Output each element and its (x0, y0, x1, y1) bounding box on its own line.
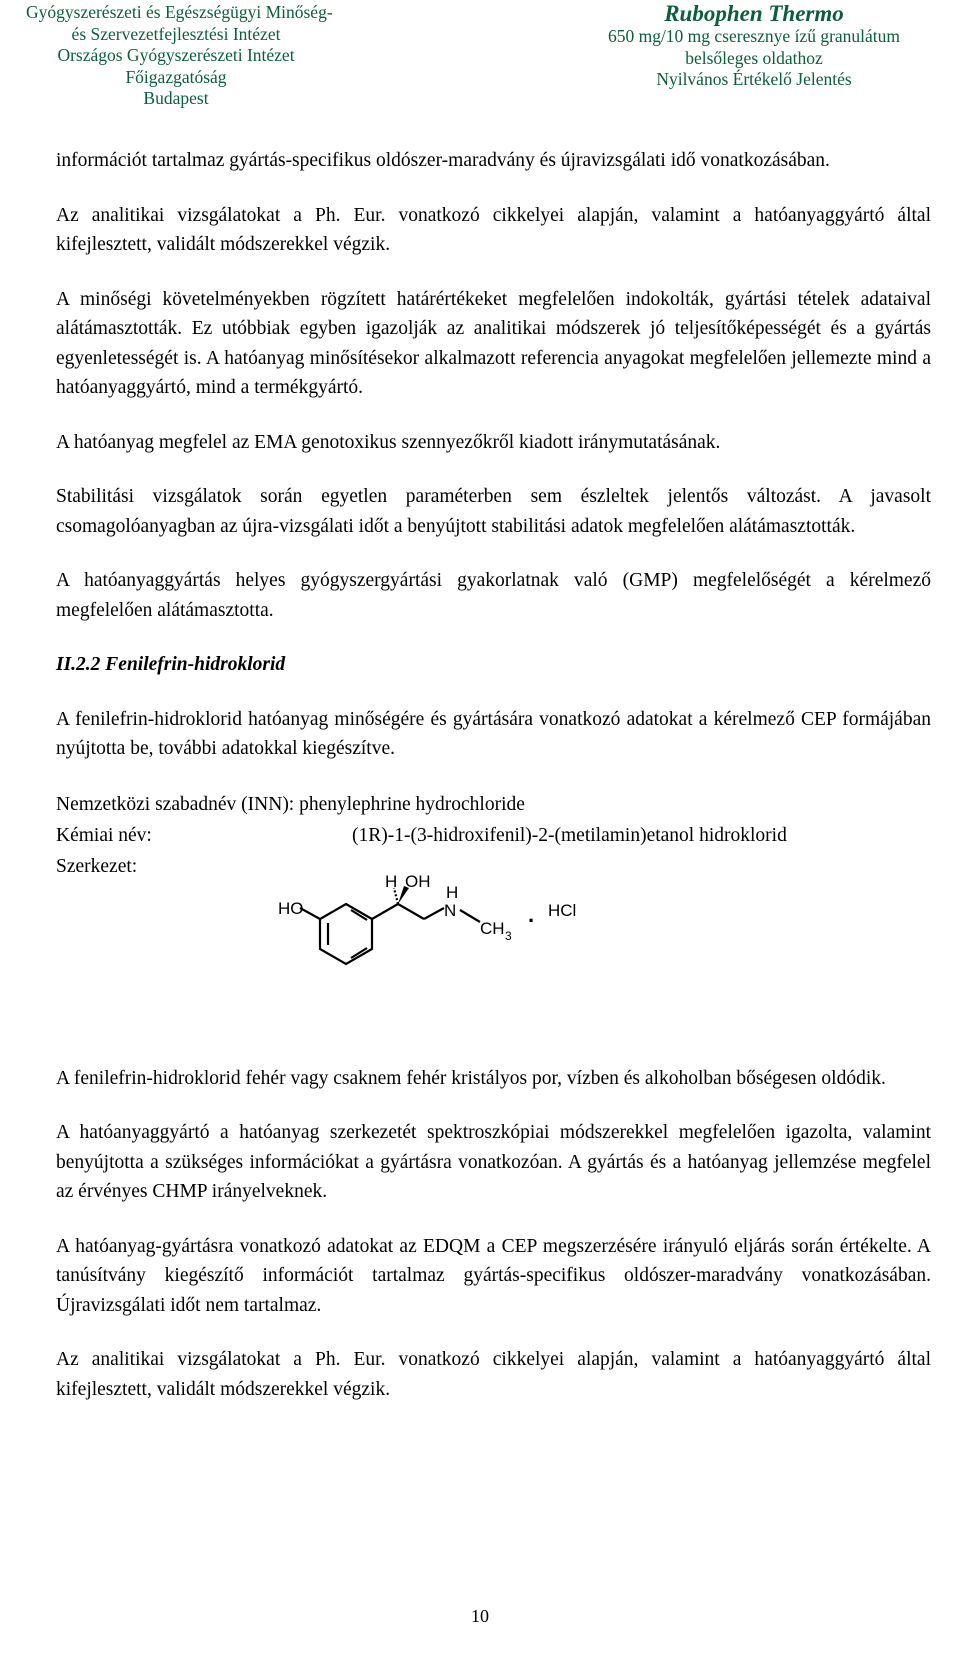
structure-label-ch3-subscript: 3 (505, 928, 512, 943)
paragraph: A fenilefrin-hidroklorid hatóanyag minőségére és gyártására vonatkozó adatokat a kérelmező CEP formájában nyújtotta be, további adatokkal kiegészítve. (56, 708, 931, 759)
structure-label-nh-h: H (446, 882, 459, 902)
structural-formula (276, 874, 676, 1024)
chemical-name-label: Kémiai név: (56, 824, 152, 846)
header-left-line: Főigazgatóság (125, 66, 227, 87)
structure-label-ch3: CH (480, 918, 505, 938)
structure-diagram (56, 873, 931, 1052)
paragraph: Stabilitási vizsgálatok során egyetlen paraméterben sem észleltek jelentős változást. A javasolt csomagolóanyagban az újra-vizsgálati időt a benyújtott stabilitási adatok megfelelően alátámasztották. (56, 486, 931, 537)
structure-label-h: H (385, 873, 398, 891)
document-body (56, 146, 931, 1429)
header-right-line: 650 mg/10 mg cseresznye ízű granulátum (607, 26, 901, 46)
chemical-name-row (56, 820, 931, 851)
inn-row (56, 789, 931, 820)
header-right-line: belsőleges oldathoz (685, 47, 823, 68)
paragraph: információt tartalmaz gyártás-specifikus oldószer-maradvány és újravizsgálati idő vonatkozásában. (56, 150, 830, 171)
header-right-line: Nyilvános Értékelő Jelentés (656, 69, 852, 89)
paragraph: Az analitikai vizsgálatokat a Ph. Eur. vonatkozó cikkelyei alapján, valamint a hatóanyaggyártó által kifejlesztett, validált módszerekkel végzik. (56, 204, 931, 255)
header-right-product (564, 2, 944, 91)
structure-label: Szerkezet: (56, 855, 138, 877)
paragraph: A hatóanyag-gyártásra vonatkozó adatokat az EDQM a CEP megszerzésére irányuló eljárás során értékelte. A tanúsítvány kiegészítő információt tartalmaz gyártás-specifikus oldószer-maradvány vonatkozásában. Újravizsgálati időt nem tartalmaz. (56, 1235, 931, 1316)
header-left-line: és Szervezetfejlesztési Intézet (71, 23, 281, 44)
structure-label-oh: OH (405, 873, 431, 891)
chain-bond (460, 910, 480, 922)
paragraph: A hatóanyaggyártó a hatóanyag szerkezetét spektroszkópiai módszerekkel megfelelően igazolta, valamint benyújtotta a szükséges információkat a gyártásra vonatkozóan. A gyártás és a hatóanyag jellemzése megfelel az érvényes CHMP irányelveknek. (56, 1122, 931, 1202)
chain-bond (372, 904, 398, 919)
inn-value: phenylephrine hydrochloride (299, 793, 525, 815)
paragraph: Az analitikai vizsgálatokat a Ph. Eur. vonatkozó cikkelyei alapján, valamint a hatóanyaggyártó által kifejlesztett, validált módszerekkel végzik. (56, 1349, 931, 1400)
header-left-institution (26, 2, 333, 110)
section-heading: II.2.2 Fenilefrin-hidroklorid (56, 654, 286, 675)
paragraph: A hatóanyaggyártás helyes gyógyszergyártási gyakorlatnak való (GMP) megfelelőségét a kérelmező megfelelően alátámasztotta. (56, 570, 931, 621)
structure-label-ho: HO (278, 898, 304, 918)
paragraph: A hatóanyag megfelel az EMA genotoxikus szennyezőkről kiadott iránymutatásának. (56, 431, 721, 453)
chain-bond (424, 908, 444, 919)
structure-label-dot: . (528, 901, 535, 927)
paragraph: A minőségi követelményekben rögzített határértékeket megfelelően indokolták, gyártási tételek adataival alátámasztották. Ez utóbbiak egyben igazolják az analitikai módszerek jó teljesítőképességét és a gyártás egyenletességét is. A hatóanyag minősítésekor alkalmazott referencia anyagokat megfelelően jellemezte mind a hatóanyaggyártó, mind a termékgyártó. (56, 288, 931, 398)
product-title: Rubophen Thermo (664, 1, 844, 26)
paragraph: A fenilefrin-hidroklorid fehér vagy csaknem fehér kristályos por, vízben és alkoholban bőségesen oldódik. (56, 1067, 886, 1089)
chain-bond (398, 904, 424, 919)
header-left-line: Gyógyszerészeti és Egészségügyi Minőség- (26, 2, 333, 22)
structure-label-n: N (444, 900, 457, 920)
chemical-name-value: (1R)-1-(3-hidroxifenil)-2-(metilamin)etanol hidroklorid (352, 824, 787, 846)
inn-label: Nemzetközi szabadnév (INN): (56, 793, 295, 815)
nomenclature-block (56, 789, 931, 882)
page-number: 10 (471, 1606, 489, 1626)
header-left-line: Budapest (143, 88, 209, 108)
structure-label-hcl: HCl (548, 900, 577, 920)
header-left-line: Országos Gyógyszerészeti Intézet (57, 45, 295, 65)
